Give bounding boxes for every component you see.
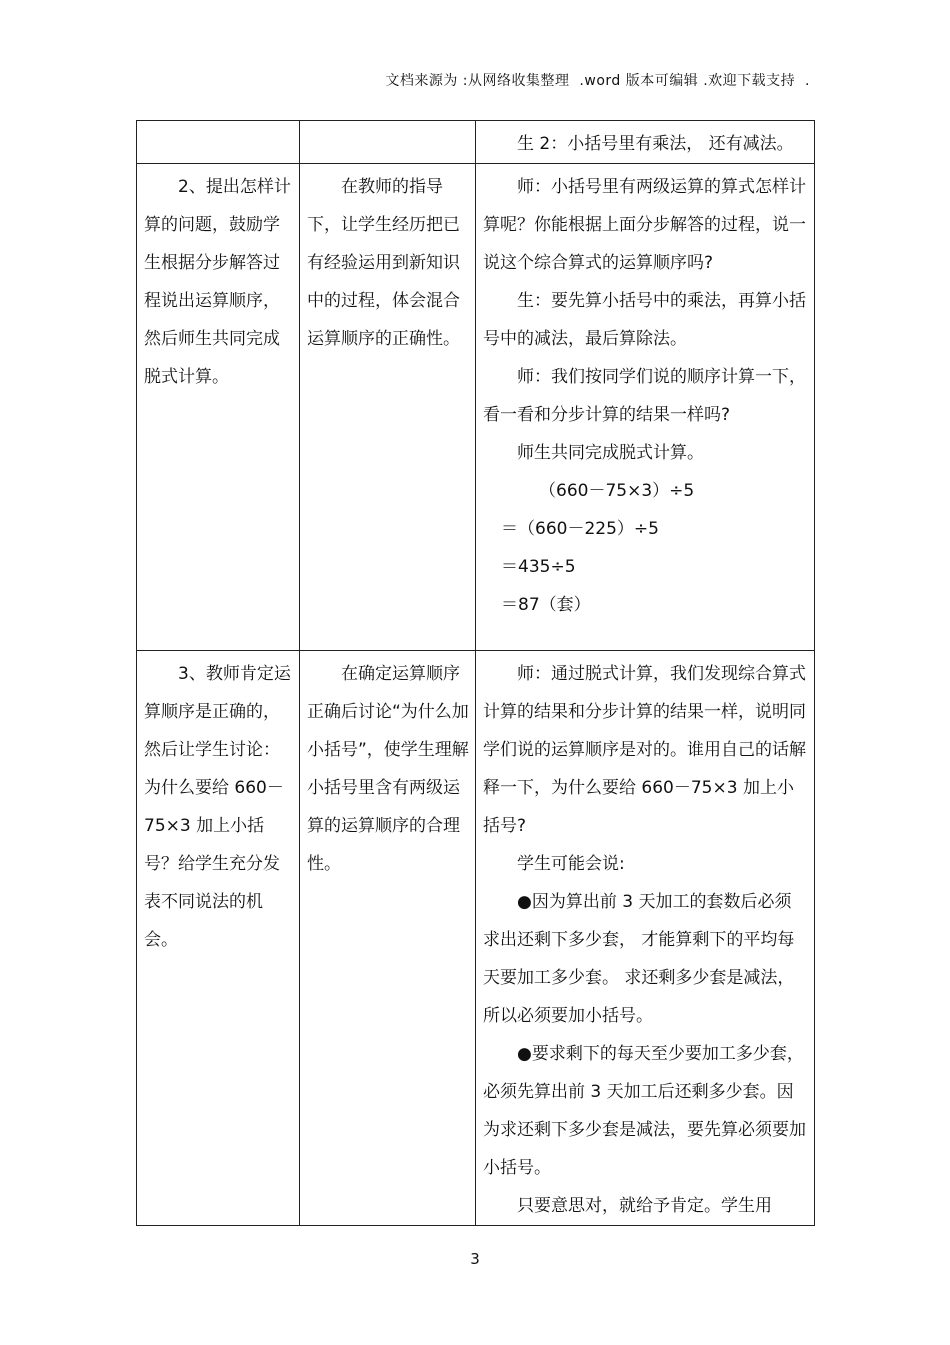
dialogue-line: ●因为算出前 3 天加工的套数后必须求出还剩下多少套， 才能算剩下的平均每天要加工多少套。 求还剩多少套是减法，所以必须要加小括号。 bbox=[483, 892, 795, 1026]
cell-step: 3、教师肯定运算顺序是正确的，然后让学生讨论：为什么要给 660－75×3 加上小括号？给学生充分发表不同说法的机会。 bbox=[137, 651, 300, 1226]
dialogue-line: 师：通过脱式计算，我们发现综合算式计算的结果和分步计算的结果一样，说明同学们说的运算顺序是对的。谁用自己的话解释一下，为什么要给 660－75×3 加上小括号? bbox=[483, 664, 806, 836]
dialogue-line: 学生可能会说: bbox=[517, 854, 625, 874]
cell-step: 2、提出怎样计算的问题，鼓励学生根据分步解答过程说出运算顺序，然后师生共同完成脱式计算。 bbox=[137, 164, 300, 651]
cell-intent bbox=[300, 121, 476, 164]
cell-dialogue bbox=[476, 651, 815, 1226]
cell-dialogue bbox=[476, 164, 815, 651]
cell-intent: 在确定运算顺序正确后讨论“为什么加小括号”，使学生理解小括号里含有两级运算的运算顺序的合理性。 bbox=[300, 651, 476, 1226]
table-row bbox=[137, 651, 815, 1226]
calc-step: ＝（660－225）÷5 bbox=[501, 519, 659, 539]
dialogue-line: 生：要先算小括号中的乘法，再算小括号中的减法，最后算除法。 bbox=[483, 291, 806, 349]
dialogue-line: ●要求剩下的每天至少要加工多少套，必须先算出前 3 天加工后还剩多少套。因为求还剩下多少套是减法，要先算必须要加小括号。 bbox=[483, 1044, 806, 1178]
page-number: 3 bbox=[470, 1250, 480, 1268]
dialogue-line: 师：我们按同学们说的顺序计算一下，看一看和分步计算的结果一样吗? bbox=[483, 367, 806, 425]
dialogue-line: 师生共同完成脱式计算。 bbox=[517, 443, 704, 463]
cell-intent: 在教师的指导下，让学生经历把已有经验运用到新知识中的过程，体会混合运算顺序的正确性。 bbox=[300, 164, 476, 651]
calc-step: ＝435÷5 bbox=[501, 557, 576, 577]
table-row bbox=[137, 121, 815, 164]
calc-step: ＝87（套） bbox=[501, 595, 591, 615]
cell-dialogue bbox=[476, 121, 815, 164]
table-row bbox=[137, 164, 815, 651]
cell-step bbox=[137, 121, 300, 164]
dialogue-line: 只要意思对，就给予肯定。学生用 bbox=[517, 1196, 772, 1216]
dialogue-line: 生 2：小括号里有乘法， 还有减法。 bbox=[517, 134, 794, 154]
page-header: 文档来源为 :从网络收集整理 .word 版本可编辑 .欢迎下载支持 . bbox=[385, 73, 810, 89]
calc-step: （660－75×3）÷5 bbox=[539, 481, 695, 501]
lesson-plan-table bbox=[136, 120, 815, 1226]
dialogue-line: 师：小括号里有两级运算的算式怎样计算呢？你能根据上面分步解答的过程，说一说这个综合算式的运算顺序吗? bbox=[483, 177, 806, 273]
